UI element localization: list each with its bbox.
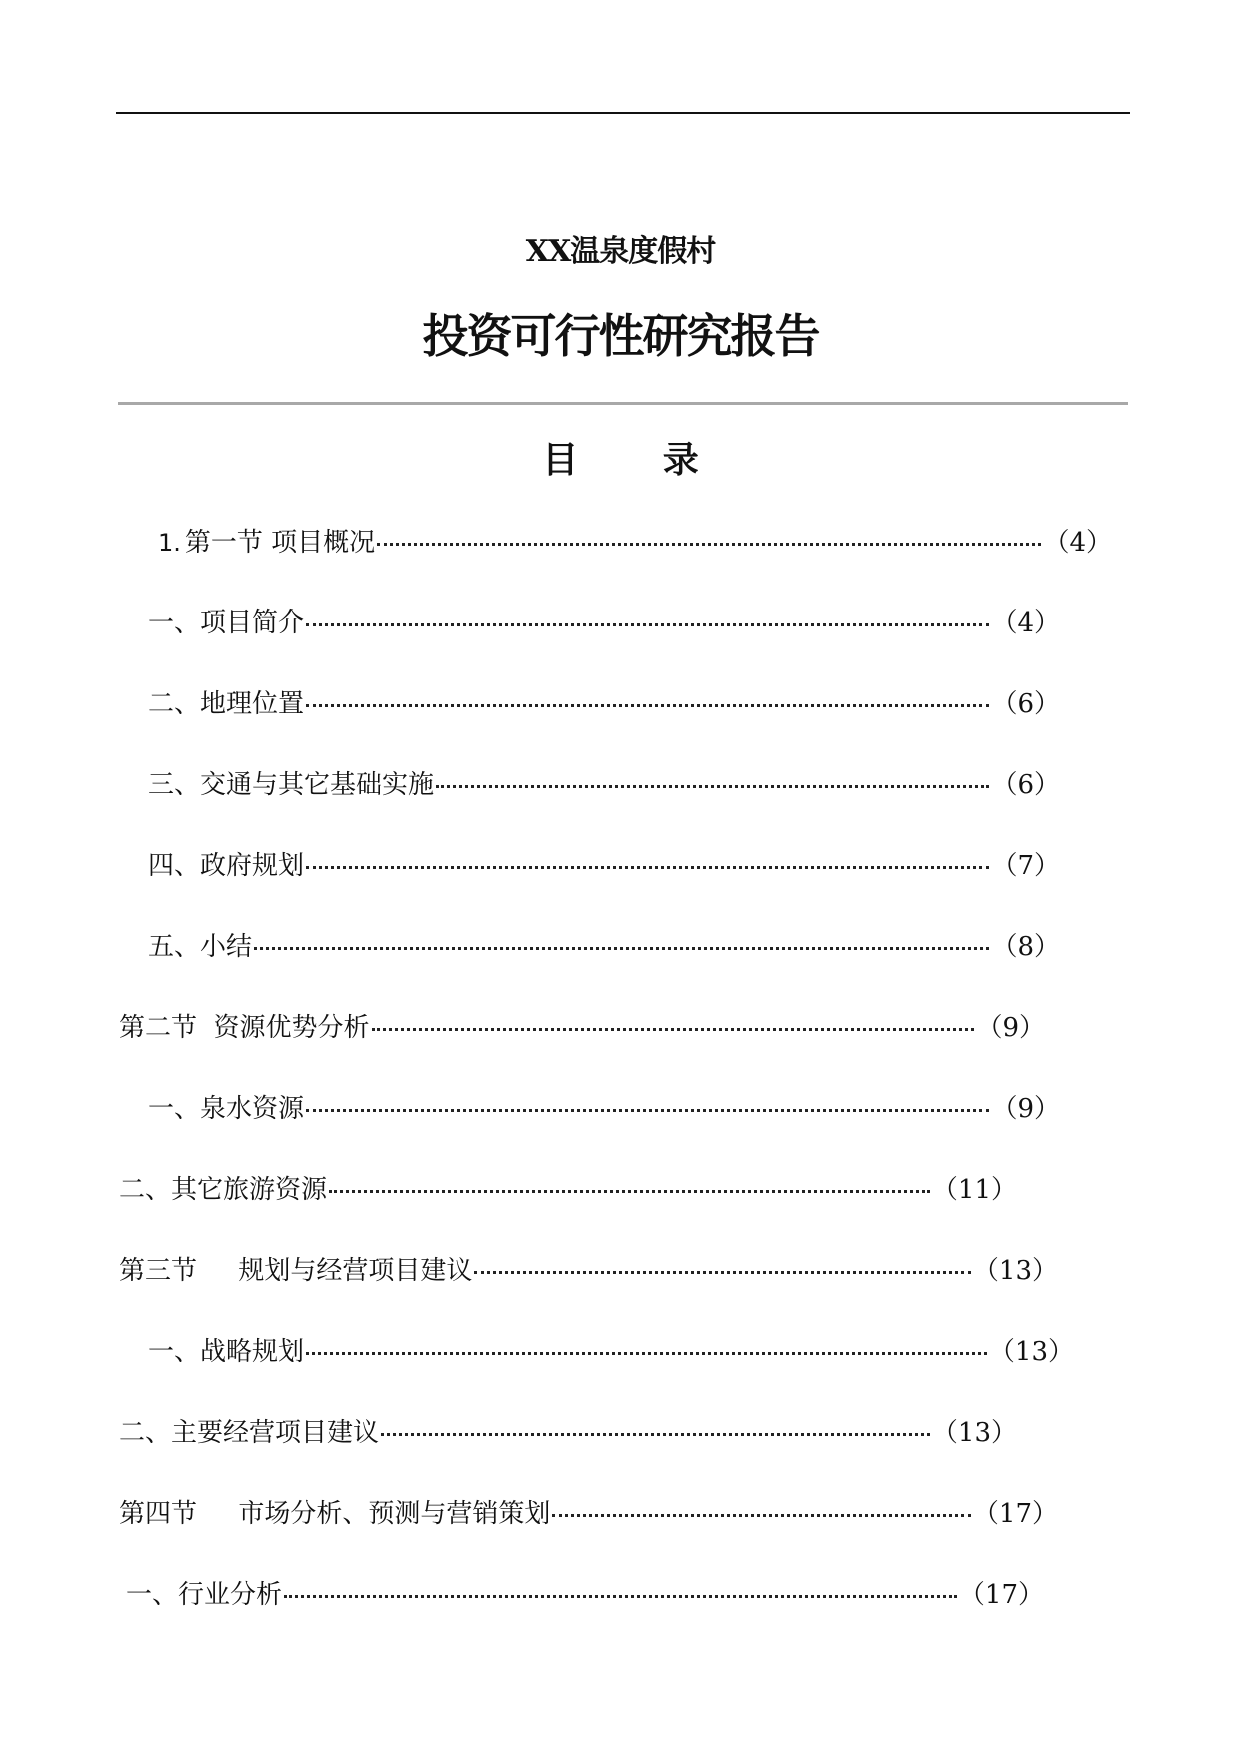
toc-entry[interactable] [119, 1493, 1058, 1533]
toc-entry-label: 1. 第一节 项目概况 [158, 528, 376, 558]
toc-leader [306, 623, 989, 626]
toc-entry-page: （9） [991, 1094, 1060, 1124]
toc-leader [284, 1595, 957, 1598]
toc-entry[interactable] [148, 1088, 1060, 1128]
toc-entry-label: 一、泉水资源 [148, 1094, 305, 1124]
toc-entry-label: 二、地理位置 [148, 689, 305, 719]
toc-heading: 目 录 [542, 439, 735, 481]
toc-entry[interactable] [148, 845, 1060, 885]
toc-entry[interactable] [126, 1574, 1044, 1614]
toc-entry-label: 第三节 规划与经营项目建议 [119, 1256, 473, 1286]
document-title-line1: XX温泉度假村 [525, 234, 716, 269]
toc-entry-label: 一、项目简介 [148, 608, 305, 638]
toc-entry-label: 第二节 资源优势分析 [119, 1013, 370, 1043]
toc-entry[interactable] [158, 522, 1112, 562]
toc-entry-label: 第四节 市场分析、预测与营销策划 [119, 1499, 551, 1529]
toc-leader [306, 866, 989, 869]
document-title-line2: 投资可行性研究报告 [422, 309, 819, 363]
toc-entry-page: （6） [991, 689, 1060, 719]
toc-entry[interactable] [119, 1007, 1045, 1047]
toc-entry[interactable] [119, 1412, 1017, 1452]
toc-entry-label: 三、交通与其它基础实施 [148, 770, 435, 800]
toc-entry-page: （9） [976, 1013, 1045, 1043]
toc-entry-number: 1. [158, 529, 181, 557]
toc-leader [306, 1352, 987, 1355]
toc-leader [436, 785, 989, 788]
toc-entry-page: （13） [988, 1337, 1074, 1367]
toc-leader [377, 543, 1041, 546]
toc-entry-page: （8） [991, 932, 1060, 962]
toc-leader [254, 947, 989, 950]
toc-leader [552, 1514, 971, 1517]
toc-entry-label: 一、战略规划 [148, 1337, 305, 1367]
toc-entry-page: （11） [931, 1175, 1017, 1205]
toc-entry-page: （4） [991, 608, 1060, 638]
toc-entry-label: 四、政府规划 [148, 851, 305, 881]
toc-entry[interactable] [119, 1169, 1017, 1209]
toc-leader [474, 1271, 971, 1274]
toc-entry-page: （4） [1043, 528, 1112, 558]
toc-entry-label: 五、小结 [148, 932, 253, 962]
toc-entry-page: （6） [991, 770, 1060, 800]
toc-entry-page: （13） [931, 1418, 1017, 1448]
toc-entry[interactable] [148, 602, 1060, 642]
toc-entry[interactable] [148, 764, 1060, 804]
header-rule [116, 112, 1130, 114]
toc-entry-label: 二、主要经营项目建议 [119, 1418, 380, 1448]
toc-entry-label: 二、其它旅游资源 [119, 1175, 328, 1205]
toc-entry[interactable] [148, 926, 1060, 966]
toc-leader [306, 704, 989, 707]
toc-leader [381, 1433, 930, 1436]
toc-entry[interactable] [148, 683, 1060, 723]
toc-entry-label: 一、行业分析 [126, 1580, 283, 1610]
toc-leader [306, 1109, 989, 1112]
toc-entry-page: （7） [991, 851, 1060, 881]
toc-entry-page: （17） [958, 1580, 1044, 1610]
toc-entry-page: （17） [972, 1499, 1058, 1529]
title-divider [118, 402, 1128, 405]
toc-entry-page: （13） [972, 1256, 1058, 1286]
toc-leader [372, 1028, 975, 1031]
toc-leader [329, 1190, 930, 1193]
toc-entry[interactable] [119, 1250, 1058, 1290]
toc-entry[interactable] [148, 1331, 1074, 1371]
